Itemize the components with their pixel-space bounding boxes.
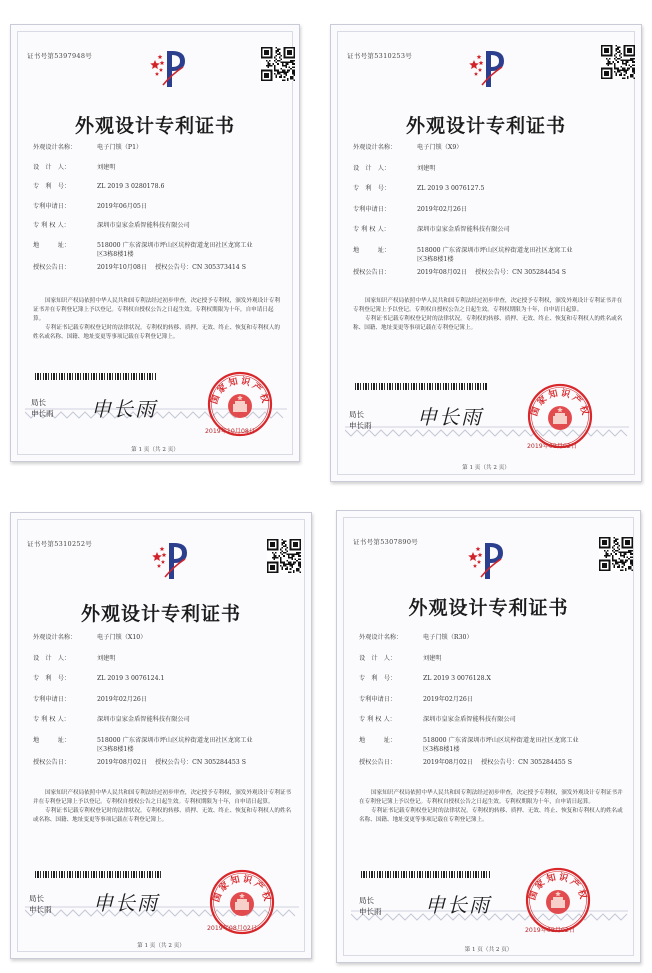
field-row xyxy=(33,760,297,766)
field-value-text: 电子门锁（X10） xyxy=(97,634,147,641)
announcement-number: 授权公告号：CN 305284453 S xyxy=(155,758,246,766)
field-row xyxy=(353,227,627,233)
field-value-text: ZL 2019 3 0076124.1 xyxy=(97,675,165,682)
note-paragraph: 国家知识产权局依照中华人民共和国专利法经过初步审查，决定授予专利权，颁发外观设计专利证书并在专利登记簿上予以登记。专利权自授权公告之日起生效。专利权期限为十年，自申请日起算。 xyxy=(353,298,623,313)
field-label: 专 利 号： xyxy=(33,675,71,682)
field-value xyxy=(417,248,627,263)
field-label: 外观设计名称： xyxy=(359,634,403,641)
barcode xyxy=(361,871,491,878)
field-row xyxy=(33,717,297,723)
field-label: 专利申请日： xyxy=(33,202,71,210)
field-value-text: 电子门锁（P1） xyxy=(97,144,143,151)
field-label: 设 计 人： xyxy=(353,164,391,172)
field-label: 授权公告日： xyxy=(33,263,71,271)
field-row xyxy=(33,165,285,171)
qr-code-icon xyxy=(599,537,633,571)
field-value-line2: 区3栋8楼1楼 xyxy=(97,745,134,753)
certificate-number: 证书号第5310253号 xyxy=(347,52,413,60)
official-seal-icon xyxy=(527,383,593,449)
field-value xyxy=(417,186,627,192)
field-label: 地 址： xyxy=(359,736,397,744)
cnipa-logo-icon xyxy=(147,537,193,583)
field-value-text: 深圳市皇家金盾智能科技有限公司 xyxy=(97,222,190,229)
signatory-name: 申长雨 xyxy=(31,409,54,418)
certificate-fields xyxy=(33,635,297,799)
field-row xyxy=(33,697,297,703)
qr-code-icon xyxy=(601,45,635,79)
seal-date: 2019年08月02日 xyxy=(207,925,258,932)
field-value xyxy=(97,145,285,151)
field-value xyxy=(417,270,627,276)
patent-certificate xyxy=(336,510,641,963)
field-value xyxy=(97,204,285,210)
qr-code xyxy=(601,45,635,79)
field-label: 地 址： xyxy=(353,246,391,254)
field-value-text: 2019年08月02日 xyxy=(97,758,148,766)
field-label: 外观设计名称： xyxy=(33,634,77,641)
field-label: 专 利 权 人： xyxy=(353,226,390,233)
field-row xyxy=(359,676,626,682)
announcement-number: 授权公告号：CN 305373414 S xyxy=(155,263,246,271)
field-row xyxy=(353,270,627,276)
note-paragraph: 专利证书记载专利权登记时的法律状况。专利权的转移、质押、无效、终止、恢复和专利权人的姓名或名称、国籍、地址变更等事项记载在专利登记簿上。 xyxy=(33,325,280,340)
announcement-number: 授权公告号：CN 305284455 S xyxy=(481,758,572,766)
field-value xyxy=(417,207,627,213)
field-value-line2: 区3栋8楼1楼 xyxy=(423,745,460,753)
field-value-text: 电子门锁（R30） xyxy=(423,634,473,641)
note-paragraph: 国家知识产权局依照中华人民共和国专利法经过初步审查，决定授予专利权，颁发外观设计专利证书并在专利登记簿上予以登记。专利权自授权公告之日起生效。专利权期限为十年，自申请日起算。 xyxy=(33,298,280,322)
certificate-notes xyxy=(359,789,624,825)
field-value-text: 2019年02月26日 xyxy=(417,205,468,213)
field-value-text: 518000 广东省深圳市坪山区坑梓街道龙田社区龙窝工业 xyxy=(97,736,253,744)
field-value-text: ZL 2019 3 0076127.5 xyxy=(417,185,485,192)
field-row xyxy=(33,145,285,151)
page-number: 第 1 页（共 2 页） xyxy=(464,947,513,953)
signatory-title xyxy=(359,895,382,917)
field-row xyxy=(33,243,285,258)
patent-certificate xyxy=(10,512,312,959)
field-value-text: 刘建明 xyxy=(423,654,442,662)
field-row xyxy=(33,738,297,753)
signatory-title xyxy=(29,893,52,915)
field-value-text: ZL 2019 3 0076128.X xyxy=(423,675,491,682)
field-value-text: ZL 2019 3 0280178.6 xyxy=(97,183,165,190)
seal-text: 国家知识产权 xyxy=(211,874,273,905)
seal-date: 2019年10月08日 xyxy=(205,428,256,435)
note-paragraph: 专利证书记载专利权登记时的法律状况。专利权的转移、质押、无效、终止、恢复和专利权人的姓名或名称、国籍、地址变更等事项记载在专利登记簿上。 xyxy=(359,808,623,823)
field-row xyxy=(353,207,627,213)
field-value xyxy=(97,165,285,171)
field-value-text: 2019年08月02日 xyxy=(417,268,468,276)
signatory-name: 申长雨 xyxy=(359,907,382,916)
cnipa-logo-icon xyxy=(464,45,510,91)
field-value xyxy=(97,184,285,190)
field-value-text: 深圳市皇家金盾智能科技有限公司 xyxy=(423,716,516,723)
field-row xyxy=(353,186,627,192)
logo xyxy=(147,537,193,583)
field-label: 专 利 权 人： xyxy=(359,716,396,723)
certificate-title: 外观设计专利证书 xyxy=(408,597,569,619)
field-label: 外观设计名称： xyxy=(353,144,397,151)
field-value xyxy=(97,760,297,766)
field-value-text: 深圳市皇家金盾智能科技有限公司 xyxy=(417,226,510,233)
cnipa-logo-icon xyxy=(145,45,191,91)
qr-code xyxy=(261,47,295,81)
field-value-text: 2019年02月26日 xyxy=(97,695,148,703)
field-value-text: 刘建明 xyxy=(417,164,436,172)
qr-code-icon xyxy=(267,539,301,573)
field-value xyxy=(417,227,627,233)
handwritten-signature: 申长雨 xyxy=(93,891,159,915)
field-row xyxy=(359,717,626,723)
field-value xyxy=(97,697,297,703)
field-value xyxy=(97,243,285,258)
logo xyxy=(145,45,191,91)
field-label: 授权公告日： xyxy=(33,758,71,766)
certificate-title: 外观设计专利证书 xyxy=(74,115,235,137)
field-value-text: 电子门锁（X9） xyxy=(417,144,463,151)
field-value xyxy=(423,697,626,703)
field-row xyxy=(353,166,627,172)
handwritten-signature: 申长雨 xyxy=(91,397,157,421)
field-row xyxy=(359,738,626,753)
field-row xyxy=(359,635,626,641)
signatory-role: 局长 xyxy=(29,894,44,903)
field-row xyxy=(33,204,285,210)
cnipa-logo-icon xyxy=(463,537,509,583)
field-row xyxy=(359,697,626,703)
field-value xyxy=(97,717,297,723)
barcode xyxy=(355,383,487,390)
qr-code xyxy=(599,537,633,571)
field-value xyxy=(97,265,285,271)
field-label: 专 利 号： xyxy=(359,675,397,682)
note-paragraph: 专利证书记载专利权登记时的法律状况。专利权的转移、质押、无效、终止、恢复和专利权人的姓名或名称、国籍、地址变更等事项记载在专利登记簿上。 xyxy=(353,316,623,331)
field-row xyxy=(33,223,285,229)
certificate-fields xyxy=(33,145,285,301)
field-label: 专 利 号： xyxy=(33,183,71,190)
field-value xyxy=(97,635,297,641)
note-paragraph: 专利证书记载专利权登记时的法律状况。专利权的转移、质押、无效、终止、恢复和专利权人的姓名或名称、国籍、地址变更等事项记载在专利登记簿上。 xyxy=(33,808,292,823)
field-value xyxy=(423,738,626,753)
field-row xyxy=(33,635,297,641)
field-label: 设 计 人： xyxy=(33,654,71,662)
official-seal xyxy=(527,383,593,449)
seal-date: 2019年08月02日 xyxy=(525,927,576,934)
certificate-fields xyxy=(353,145,627,309)
signatory-role: 局长 xyxy=(359,896,374,905)
field-row xyxy=(353,145,627,151)
note-paragraph: 国家知识产权局依照中华人民共和国专利法经过初步审查，决定授予专利权，颁发外观设计专利证书并在专利登记簿上予以登记。专利权自授权公告之日起生效。专利权期限为十年，自申请日起算。 xyxy=(33,790,292,805)
certificate-notes xyxy=(33,789,295,825)
handwritten-signature: 申长雨 xyxy=(417,405,483,429)
field-value xyxy=(97,656,297,662)
certificate-number: 证书号第5307890号 xyxy=(353,538,419,546)
page-number: 第 1 页（共 2 页） xyxy=(137,943,185,949)
field-value xyxy=(423,635,626,641)
field-label: 专利申请日： xyxy=(33,695,71,703)
page-number: 第 1 页（共 2 页） xyxy=(131,447,179,453)
field-label: 授权公告日： xyxy=(359,758,397,766)
field-value xyxy=(423,760,626,766)
field-value xyxy=(423,656,626,662)
field-value-text: 518000 广东省深圳市坪山区坑梓街道龙田社区龙窝工业 xyxy=(423,736,579,744)
signatory-role: 局长 xyxy=(31,398,46,407)
field-value xyxy=(423,676,626,682)
field-row xyxy=(33,676,297,682)
announcement-number: 授权公告号：CN 305284454 S xyxy=(475,268,566,276)
seal-text: 国家知识产权 xyxy=(527,872,589,903)
field-value xyxy=(417,166,627,172)
certificate-notes xyxy=(33,297,283,342)
signatory-name: 申长雨 xyxy=(349,421,372,430)
official-seal-icon xyxy=(525,867,591,933)
seal-text: 国家知识产权 xyxy=(209,376,271,407)
field-row xyxy=(359,760,626,766)
field-row xyxy=(359,656,626,662)
signatory-title xyxy=(31,397,54,419)
field-value-text: 2019年06月05日 xyxy=(97,202,148,210)
patent-certificate xyxy=(10,24,300,462)
field-value-text: 2019年08月02日 xyxy=(423,758,474,766)
field-value xyxy=(417,145,627,151)
field-value xyxy=(97,676,297,682)
field-value-text: 刘建明 xyxy=(97,163,116,171)
field-value-text: 2019年10月08日 xyxy=(97,263,148,271)
field-value-line2: 区3栋8楼1楼 xyxy=(97,250,134,258)
logo xyxy=(464,45,510,91)
certificate-title: 外观设计专利证书 xyxy=(80,603,241,625)
note-paragraph: 国家知识产权局依照中华人民共和国专利法经过初步审查，决定授予专利权，颁发外观设计专利证书并在专利登记簿上予以登记。专利权自授权公告之日起生效。专利权期限为十年，自申请日起算。 xyxy=(359,790,623,805)
field-row xyxy=(33,265,285,271)
certificate-number: 证书号第5310252号 xyxy=(27,540,93,548)
barcode xyxy=(35,871,163,878)
field-label: 专利申请日： xyxy=(353,205,391,213)
certificate-fields xyxy=(359,635,626,799)
official-seal xyxy=(525,867,591,933)
field-value-text: 518000 广东省深圳市坪山区坑梓街道龙田社区龙窝工业 xyxy=(97,241,253,249)
certificate-number: 证书号第5397948号 xyxy=(27,52,93,60)
field-label: 专 利 号： xyxy=(353,185,391,192)
field-value xyxy=(423,717,626,723)
field-row xyxy=(353,248,627,263)
field-label: 专利申请日： xyxy=(359,695,397,703)
field-row xyxy=(33,184,285,190)
signatory-title xyxy=(349,409,372,431)
field-label: 专 利 权 人： xyxy=(33,222,70,229)
field-value-line2: 区3栋8楼1楼 xyxy=(417,255,454,263)
handwritten-signature: 申长雨 xyxy=(425,893,491,917)
certificate-title: 外观设计专利证书 xyxy=(405,115,566,137)
certificate-notes xyxy=(353,297,625,333)
field-value xyxy=(97,223,285,229)
logo xyxy=(463,537,509,583)
seal-text: 国家知识产权 xyxy=(529,388,591,419)
barcode xyxy=(35,373,157,380)
field-label: 地 址： xyxy=(33,241,71,249)
seal-date: 2019年08月02日 xyxy=(527,443,578,450)
field-row xyxy=(33,656,297,662)
field-value-text: 518000 广东省深圳市坪山区坑梓街道龙田社区龙窝工业 xyxy=(417,246,573,254)
field-label: 授权公告日： xyxy=(353,268,391,276)
field-label: 设 计 人： xyxy=(33,163,71,171)
field-label: 外观设计名称： xyxy=(33,144,77,151)
field-value-text: 2019年02月26日 xyxy=(423,695,474,703)
signatory-name: 申长雨 xyxy=(29,905,52,914)
qr-code-icon xyxy=(261,47,295,81)
field-label: 地 址： xyxy=(33,736,71,744)
qr-code xyxy=(267,539,301,573)
patent-certificate xyxy=(330,24,642,482)
field-label: 专 利 权 人： xyxy=(33,716,70,723)
field-label: 设 计 人： xyxy=(359,654,397,662)
page-number: 第 1 页（共 2 页） xyxy=(462,465,510,471)
field-value-text: 深圳市皇家金盾智能科技有限公司 xyxy=(97,716,190,723)
field-value-text: 刘建明 xyxy=(97,654,116,662)
field-value xyxy=(97,738,297,753)
signatory-role: 局长 xyxy=(349,410,364,419)
